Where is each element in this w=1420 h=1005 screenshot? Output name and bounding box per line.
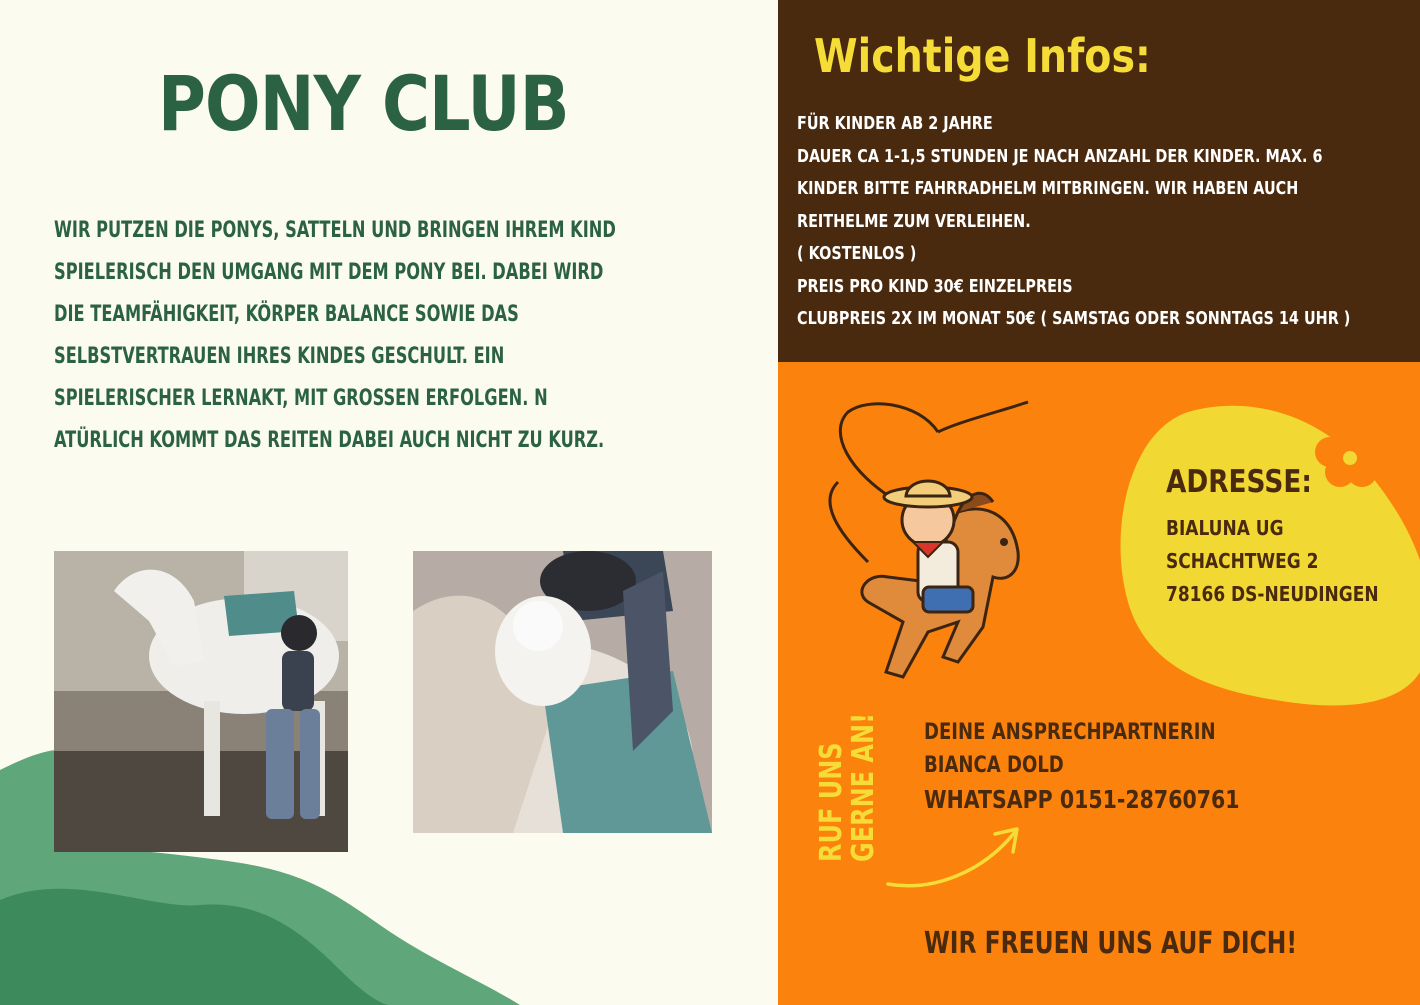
whatsapp-number[interactable]: WHATSAPP 0151-28760761 xyxy=(924,785,1240,814)
contact-panel xyxy=(778,362,1420,1005)
address-line: SCHACHTWEG 2 xyxy=(1166,549,1319,573)
cowboy-on-horse-icon xyxy=(808,392,1048,692)
info-title: Wichtige Infos: xyxy=(814,29,1151,83)
closing-text: WIR FREUEN UNS AUF DICH! xyxy=(924,926,1298,961)
address-title: ADRESSE: xyxy=(1166,464,1312,500)
info-line: PREIS PRO KIND 30€ EINZELPREIS xyxy=(797,275,1073,297)
intro-line: SELBSTVERTRAUEN IHRES KINDES GESCHULT. EIN xyxy=(54,344,505,369)
info-panel xyxy=(778,0,1420,362)
contact-person xyxy=(924,716,1240,818)
info-line: ( KOSTENLOS ) xyxy=(797,243,917,264)
call-us-text xyxy=(816,676,880,862)
address-line: BIALUNA UG xyxy=(1166,516,1284,540)
contact-name: BIANCA DOLD xyxy=(924,753,1064,778)
arrow-icon xyxy=(883,812,1028,897)
photo-child-with-pony xyxy=(54,551,348,852)
intro-line: ATÜRLICH KOMMT DAS REITEN DABEI AUCH NICHT ZU KURZ. xyxy=(54,428,605,453)
info-line: FÜR KINDER AB 2 JAHRE xyxy=(797,113,993,134)
contact-role: DEINE ANSPRECHPARTNERIN xyxy=(924,720,1216,745)
address-list xyxy=(1166,512,1379,611)
call-line: GERNE AN! xyxy=(846,712,881,862)
info-line: CLUBPREIS 2X IM MONAT 50€ ( SAMSTAG ODER SONNTAGS 14 UHR ) xyxy=(797,308,1351,329)
page-title: PONY CLUB xyxy=(158,59,569,148)
intro-line: DIE TEAMFÄHIGKEIT, KÖRPER BALANCE SOWIE DAS xyxy=(54,302,519,327)
info-line: DAUER CA 1-1,5 STUNDEN JE NACH ANZAHL DER KINDER. MAX. 6 xyxy=(797,145,1323,167)
info-list xyxy=(797,108,1373,336)
intro-text xyxy=(54,210,743,462)
intro-line: SPIELERISCHER LERNAKT, MIT GROSSEN ERFOLGEN. N xyxy=(54,386,548,411)
intro-line: SPIELERISCH DEN UMGANG MIT DEM PONY BEI. DABEI WIRD xyxy=(54,260,604,285)
intro-line: WIR PUTZEN DIE PONYS, SATTELN UND BRINGEN IHREM KIND xyxy=(54,218,616,243)
info-line: REITHELME ZUM VERLEIHEN. xyxy=(797,210,1031,232)
address-line: 78166 DS-NEUDINGEN xyxy=(1166,582,1379,606)
photo-child-hugging-cat-on-pony xyxy=(413,551,712,833)
info-line: KINDER BITTE FAHRRADHELM MITBRINGEN. WIR HABEN AUCH xyxy=(797,178,1299,199)
call-line: RUF UNS xyxy=(814,742,849,862)
